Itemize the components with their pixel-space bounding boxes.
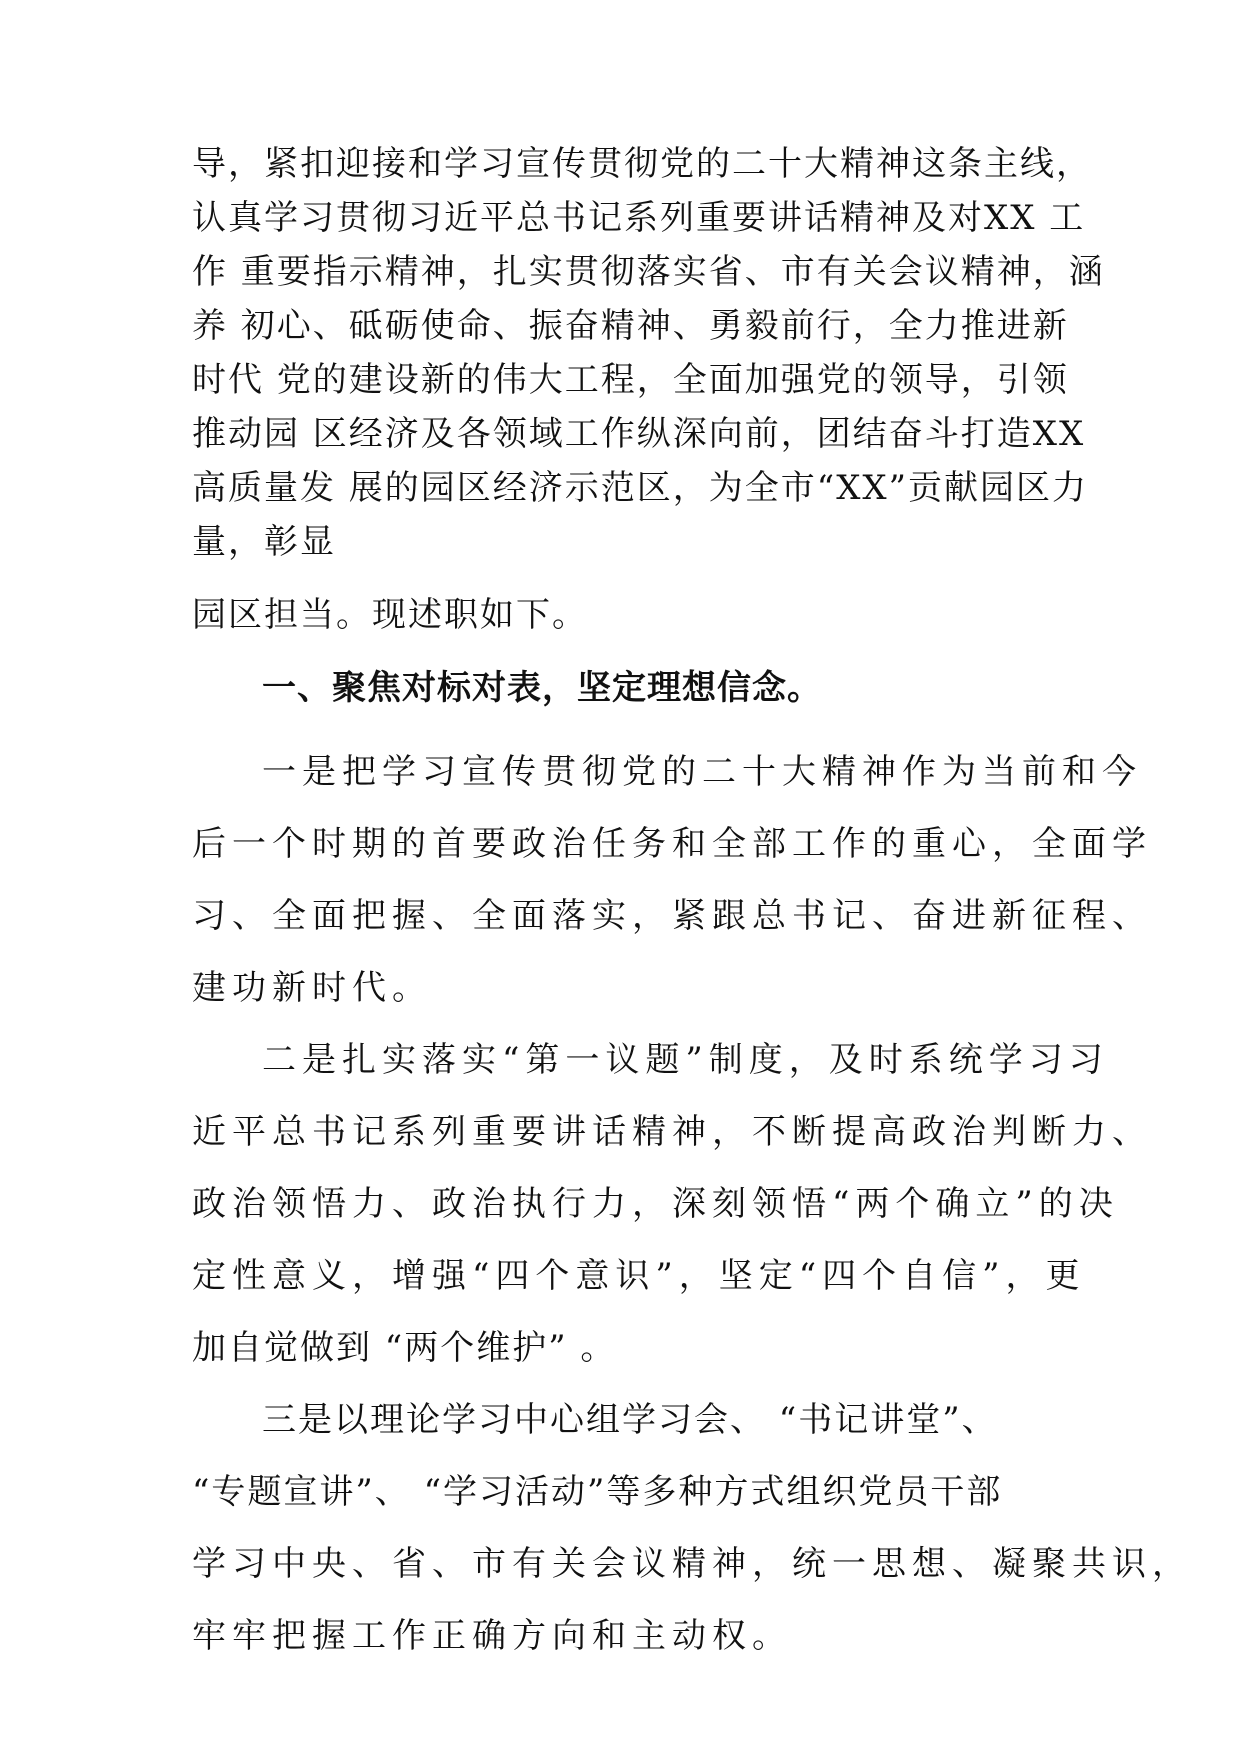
text-line: 导，紧扣迎接和学习宣传贯彻党的二十大精神这条主线， xyxy=(192,144,1092,184)
paragraph-line: 二是扎实落实“第一议题”制度，及时系统学习习 xyxy=(262,1040,1109,1080)
paragraph-line: 后一个时期的首要政治任务和全部工作的重心，全面学 xyxy=(192,824,1152,864)
paragraph-line: 加自觉做到 “两个维护” 。 xyxy=(192,1328,617,1368)
text-line: 园区担当。现述职如下。 xyxy=(192,595,588,635)
text-line: 作 重要指示精神，扎实贯彻落实省、市有关会议精神，涵 xyxy=(192,252,1105,292)
paragraph-line: 三是以理论学习中心组学习会、 “书记讲堂”、 xyxy=(262,1400,998,1440)
paragraph-line: 定性意义，增强“四个意识”，坚定“四个自信”，更 xyxy=(192,1256,1086,1296)
paragraph-line: 学习中央、省、市有关会议精神，统一思想、凝聚共识， xyxy=(192,1544,1192,1584)
text-line: 推动园 区经济及各领域工作纵深向前，团结奋斗打造XX xyxy=(192,414,1086,454)
section-heading: 一、聚焦对标对表，坚定理想信念。 xyxy=(262,668,822,708)
paragraph-line: 牢牢把握工作正确方向和主动权。 xyxy=(192,1616,792,1656)
paragraph-line: 习、全面把握、全面落实，紧跟总书记、奋进新征程、 xyxy=(192,896,1152,936)
text-line: 时代 党的建设新的伟大工程，全面加强党的领导，引领 xyxy=(192,360,1069,400)
paragraph-line: 建功新时代。 xyxy=(192,968,432,1008)
paragraph-line: 政治领悟力、政治执行力，深刻领悟“两个确立”的决 xyxy=(192,1184,1119,1224)
paragraph-line: 近平总书记系列重要讲话精神，不断提高政治判断力、 xyxy=(192,1112,1152,1152)
paragraph-line: 一是把学习宣传贯彻党的二十大精神作为当前和今 xyxy=(262,752,1142,792)
text-line: 养 初心、砥砺使命、振奋精神、勇毅前行，全力推进新 xyxy=(192,306,1069,346)
text-line: 高质量发 展的园区经济示范区，为全市“XX”贡献园区力 xyxy=(192,468,1088,508)
paragraph-line: “专题宣讲”、 “学习活动”等多种方式组织党员干部 xyxy=(192,1472,1003,1512)
text-line: 认真学习贯彻习近平总书记系列重要讲话精神及对XX 工 xyxy=(192,198,1086,238)
text-line: 量，彰显 xyxy=(192,522,336,562)
